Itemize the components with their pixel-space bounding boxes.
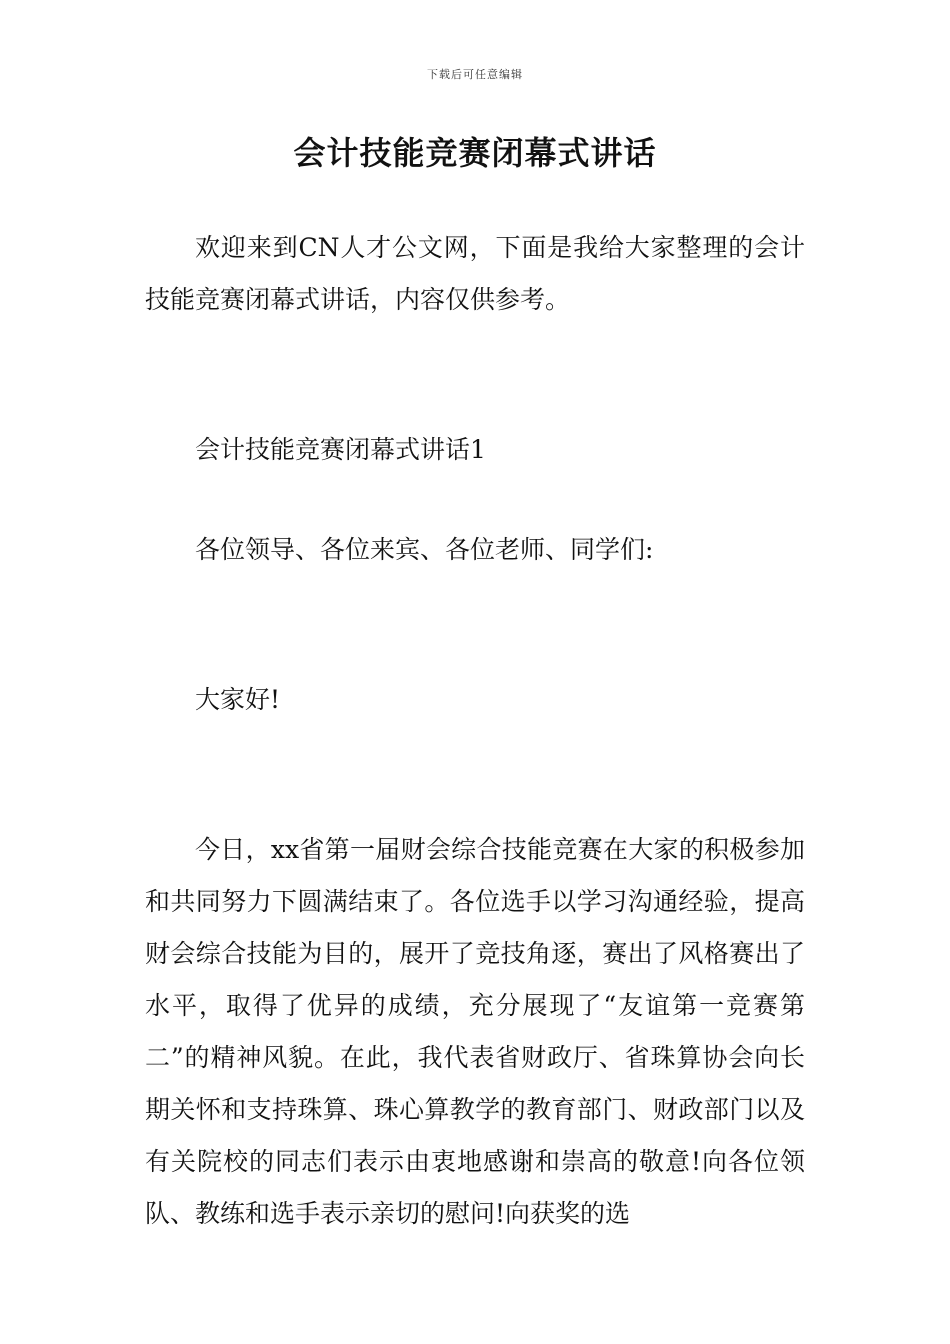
header-note: 下载后可任意编辑 xyxy=(427,68,523,81)
section-heading: 会计技能竞赛闭幕式讲话1 xyxy=(195,435,486,464)
intro-paragraph: 欢迎来到CN人才公文网，下面是我给大家整理的会计技能竞赛闭幕式讲话，内容仅供参考。 xyxy=(145,233,805,314)
greeting-paragraph: 大家好! xyxy=(195,685,281,714)
document-title: 会计技能竞赛闭幕式讲话 xyxy=(293,134,657,172)
salutation-paragraph: 各位领导、各位来宾、各位老师、同学们: xyxy=(195,535,654,564)
body-paragraph: 今日，xx省第一届财会综合技能竞赛在大家的积极参加和共同努力下圆满结束了。各位选手以学习沟通经验，提高财会综合技能为目的，展开了竞技角逐，赛出了风格赛出了水平，取得了优异的成绩，充分展现了“友谊第一竞赛第二”的精神风貌。在此，我代表省财政厅、省珠算协会向长期关怀和支持珠算、珠心算教学的教育部门、财政部门以及有关院校的同志们表示由衷地感谢和崇高的敬意!向各位领队、教练和选手表示亲切的慰问!向获奖的选 xyxy=(145,835,805,1228)
